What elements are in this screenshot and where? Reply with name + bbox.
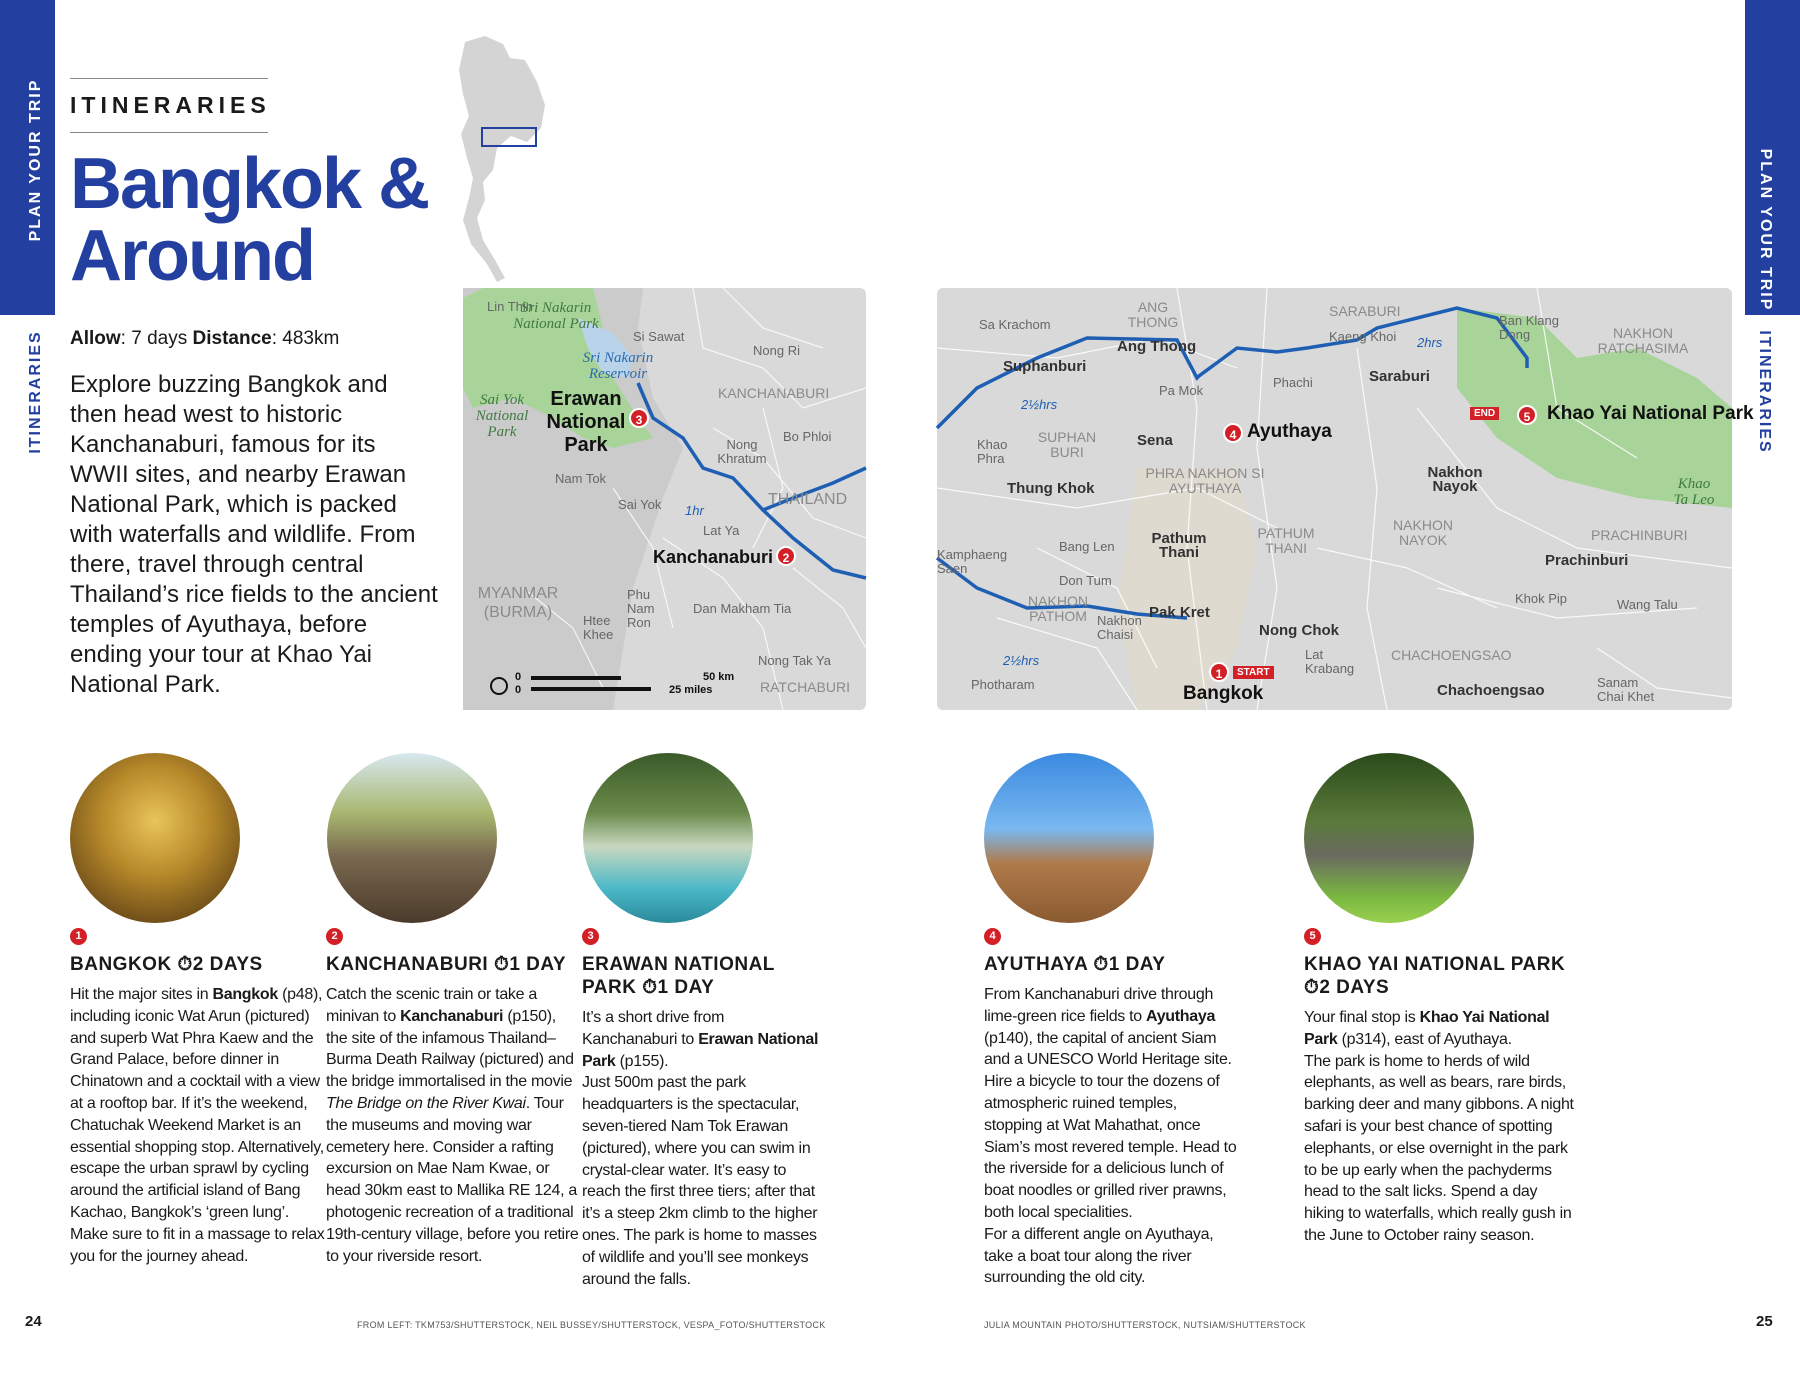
map-label: NAKHON NAYOK: [1393, 517, 1453, 548]
photo-credit-right: JULIA MOUNTAIN PHOTO/SHUTTERSTOCK, NUTSIAM/SHUTTERSTOCK: [984, 1320, 1306, 1330]
stop-duration: ⏱1 DAY: [1093, 954, 1166, 975]
end-tag: END: [1470, 407, 1499, 420]
stop-marker-1[interactable]: 1: [1209, 662, 1229, 682]
map-label: KANCHANABURI: [718, 385, 830, 401]
map-label: Wang Talu: [1617, 597, 1678, 612]
stop-duration: ⏱1 DAY: [494, 954, 567, 975]
map-label: Sri Nakarin National Park: [513, 300, 599, 332]
map-label: Khao Ta Leo: [1673, 476, 1715, 508]
stop-duration: ⏱2 DAYS: [1304, 977, 1390, 998]
kicker-rule-top: [70, 78, 268, 79]
map-label: RATCHABURI: [760, 679, 850, 695]
photo-bangkok: [70, 753, 240, 923]
map-label: Khao Yai National Park: [1547, 403, 1754, 424]
stop-marker-2[interactable]: 2: [776, 546, 796, 566]
scale-bar-km: [531, 676, 621, 680]
stop-name: AYUTHAYA: [984, 954, 1088, 975]
stop-description: Your final stop is Khao Yai National Park (p314), east of Ayuthaya. The park is home to herds of wild elephants, as well as bears, rare birds, barking deer and many gibbons. A night safari is your best chance of spotting elephants, or else overnight in the park to be up early when the pachyderms head to the salt licks. Spend a day hiking to waterfalls, which really gush in the June to October rainy season.: [1304, 1009, 1574, 1244]
scale-km-label: 50 km: [703, 671, 735, 683]
stopwatch-icon: ⏱: [642, 977, 658, 998]
map-label: Dan Makham Tia: [693, 601, 792, 616]
stop-1: [70, 928, 325, 1267]
map-label: 2hrs: [1417, 335, 1443, 350]
stop-5: [1304, 928, 1574, 1247]
map-label: Sanam Chai Khet: [1597, 675, 1655, 704]
scale-bar-mi: [531, 687, 651, 691]
map-label: Htee Khee: [583, 613, 614, 642]
map-label: Bo Phloi: [783, 429, 832, 444]
map-label: Kamphaeng Saen: [937, 547, 1008, 576]
stop-heading: [70, 953, 325, 976]
map-label: Ban Klang Dong: [1499, 313, 1559, 342]
photo-kanchanaburi: [327, 753, 497, 923]
trip-stats: [70, 328, 339, 350]
map-label: Phachi: [1273, 375, 1313, 390]
map-label: Nong Chok: [1259, 622, 1339, 639]
right-side-tab: [1745, 0, 1800, 315]
stop-marker-3[interactable]: 3: [629, 408, 649, 428]
map-label: Phu Nam Ron: [627, 587, 655, 630]
map-label: Lin Thin: [487, 299, 534, 314]
left-side-tab: [0, 0, 55, 315]
map-label: PATHUM THANI: [1257, 525, 1315, 556]
stop-name: KHAO YAI NATIONAL PARK: [1304, 954, 1566, 975]
map-label: Nam Tok: [555, 471, 607, 486]
stop-description: From Kanchanaburi drive through lime-green rice fields to Ayuthaya (p140), the capital of ancient Siam and a UNESCO World Heritage site. Hire a bicycle to tour the dozens of atmospheric ruined temples, stopping at Wat Mahathat, once Siam’s most revered temple. Head to the riverside for a delicious lunch of boat noodles or grilled river prawns, both local specialities. For a different angle on Ayuthaya, take a boat tour along the river surrounding the old city.: [984, 986, 1237, 1287]
stop-heading: [582, 953, 822, 999]
allow-value: : 7 days: [120, 328, 193, 349]
map-label: Photharam: [971, 677, 1035, 692]
stop-marker-4[interactable]: 4: [1223, 423, 1243, 443]
stop-3: [582, 928, 822, 1290]
photo-erawan: [583, 753, 753, 923]
map-label: Kaeng Khoi: [1329, 329, 1397, 344]
photo-khao-yai: [1304, 753, 1474, 923]
map-label: Nong Tak Ya: [758, 653, 831, 668]
stop-description: It’s a short drive from Kanchanaburi to Erawan National Park (p155). Just 500m past the park headquarters is the spectacular, seven-tiered Nam Tok Erawan (pictured), where you can swim in crystal-clear water. It’s easy to reach the first three tiers; after that it’s a steep 2km climb to the higher ones. The park is home to masses of wildlife and you’ll see monkeys around the falls.: [582, 1009, 819, 1288]
stop-4: [984, 928, 1239, 1289]
distance-label: Distance: [192, 328, 272, 349]
map-label: Ayuthaya: [1247, 421, 1332, 442]
map-label: Sai Yok National Park: [475, 392, 529, 440]
distance-value: : 483km: [271, 328, 340, 349]
stop-name: KANCHANABURI: [326, 954, 489, 975]
right-tab-label: PLAN YOUR TRIP: [1757, 148, 1774, 312]
map-label: ANG THONG: [1127, 299, 1179, 330]
map-label: Nakhon Nayok: [1427, 464, 1483, 495]
stopwatch-icon: ⏱: [494, 954, 510, 975]
stop-marker-5[interactable]: 5: [1517, 405, 1537, 425]
allow-label: Allow: [70, 328, 121, 349]
right-section-label: ITINERARIES: [1756, 330, 1773, 454]
map-label: Sena: [1137, 432, 1173, 449]
scale-km-zero: 0: [515, 671, 522, 683]
stop-number: 2: [326, 928, 343, 945]
map-label: Prachinburi: [1545, 552, 1629, 569]
map-label: Pak Kret: [1149, 604, 1210, 621]
map-label: Lat Ya: [703, 523, 740, 538]
map-label: THAILAND: [768, 491, 848, 508]
map-label: Nakhon Chaisi: [1097, 613, 1142, 642]
page-title-line2: Around: [70, 216, 314, 296]
map-label: Saraburi: [1369, 368, 1430, 385]
intro-paragraph: Explore buzzing Bangkok and then head west to historic Kanchanaburi, famous for its WWII sites, and nearby Erawan National Park, which is packed with waterfalls and wildlife. From there, travel through central Thailand’s rice fields to the ancient temples of Ayuthaya, before ending your tour at Khao Yai National Park.: [70, 371, 438, 698]
stop-heading: [326, 953, 581, 976]
scale-mi-zero: 0: [515, 684, 522, 696]
map-label: Ang Thong: [1117, 338, 1197, 355]
stopwatch-icon: ⏱: [1093, 954, 1109, 975]
stopwatch-icon: ⏱: [1304, 977, 1320, 998]
stop-number: 5: [1304, 928, 1321, 945]
map-label: Khok Pip: [1515, 591, 1568, 606]
map-label: MYANMAR (BURMA): [477, 585, 559, 621]
stop-description: Catch the scenic train or take a minivan to Kanchanaburi (p150), the site of the infamous Thailand–Burma Death Railway (pictured) and the bridge immortalised in the movie The Bridge on the River Kwai. Tour the museums and moving war cemetery here. Consider a rafting excursion on Mae Nam Kwae, or head 30km east to Mallika RE 124, a photogenic recreation of a traditional 19th-century village, before you retire to your riverside resort.: [326, 986, 579, 1265]
map-label: PHRA NAKHON SI AYUTHAYA: [1145, 465, 1265, 496]
map-label: Chachoengsao: [1437, 682, 1545, 699]
stop-description: Hit the major sites in Bangkok (p48), including iconic Wat Arun (pictured) and superb Wat Phra Kaew and the Grand Palace, before dinner in Chinatown and a cocktail with a view at a rooftop bar. If it’s the weekend, Chatuchak Weekend Market is an essential shopping stop. Alternatively, escape the urban sprawl by cycling around the artificial island of Bang Kachao, Bangkok’s ‘green lung’. Make sure to fit in a massage to relax you for the journey ahead.: [70, 986, 325, 1265]
thailand-locator-map: [455, 30, 555, 290]
map-east: [937, 288, 1754, 710]
map-west: [463, 288, 866, 710]
stop-2: [326, 928, 581, 1267]
map-label: Don Tum: [1059, 573, 1112, 588]
map-label: 2½hrs: [1003, 653, 1040, 668]
map-label: Suphanburi: [1003, 358, 1087, 375]
section-kicker: ITINERARIES: [70, 92, 271, 118]
map-label: Lat Krabang: [1305, 647, 1355, 676]
map-label: Thung Khok: [1007, 480, 1095, 497]
stop-number: 3: [582, 928, 599, 945]
map-label: Erawan National Park: [546, 388, 626, 456]
stop-heading: [984, 953, 1239, 976]
map-label: CHACHOENGSAO: [1391, 647, 1512, 663]
photo-credit-left: FROM LEFT: TKM753/SHUTTERSTOCK, NEIL BUSSEY/SHUTTERSTOCK, VESPA_FOTO/SHUTTERSTOCK: [357, 1320, 826, 1330]
stop-number: 4: [984, 928, 1001, 945]
stop-duration: ⏱1 DAY: [642, 977, 715, 998]
map-label: SUPHAN BURI: [1037, 429, 1097, 460]
map-label: Sai Yok: [618, 497, 662, 512]
left-section-label: ITINERARIES: [27, 330, 44, 454]
page-number-left: 24: [25, 1313, 42, 1330]
map-label: Bangkok: [1183, 683, 1264, 704]
map-label: Pa Mok: [1159, 383, 1204, 398]
map-label: SARABURI: [1329, 303, 1401, 319]
map-label: PRACHINBURI: [1591, 527, 1688, 543]
map-label: Kanchanaburi: [653, 547, 774, 567]
left-tab-label: PLAN YOUR TRIP: [27, 78, 44, 242]
map-label: 1hr: [685, 503, 704, 518]
stop-duration: ⏱2 DAYS: [177, 954, 263, 975]
map-label: Nong Khratum: [717, 437, 767, 466]
stop-name: ERAWAN NATIONAL PARK: [582, 954, 775, 998]
kicker-rule-bottom: [70, 132, 268, 133]
stopwatch-icon: ⏱: [177, 954, 193, 975]
map-label: Sa Krachom: [979, 317, 1051, 332]
map-label: Si Sawat: [633, 329, 685, 344]
page-title-line1: Bangkok &: [70, 144, 429, 224]
route-west-east: [763, 510, 866, 578]
scale-mi-label: 25 miles: [669, 684, 713, 696]
map-label: Nong Ri: [753, 343, 800, 358]
map-label: NAKHON RATCHASIMA: [1597, 325, 1689, 356]
map-label: Bang Len: [1059, 539, 1115, 554]
stop-name: BANGKOK: [70, 954, 172, 975]
map-label: Khao Phra: [977, 437, 1008, 466]
start-tag: START: [1233, 666, 1274, 679]
stop-number: 1: [70, 928, 87, 945]
photo-ayuthaya: [984, 753, 1154, 923]
map-label: 2½hrs: [1021, 397, 1058, 412]
map-label: Sri Nakarin Reservoir: [582, 350, 654, 382]
map-label: Pathum Thani: [1151, 530, 1207, 561]
page-number-right: 25: [1756, 1313, 1773, 1330]
map-label: NAKHON PATHOM: [1028, 593, 1088, 624]
stop-heading: [1304, 953, 1574, 999]
